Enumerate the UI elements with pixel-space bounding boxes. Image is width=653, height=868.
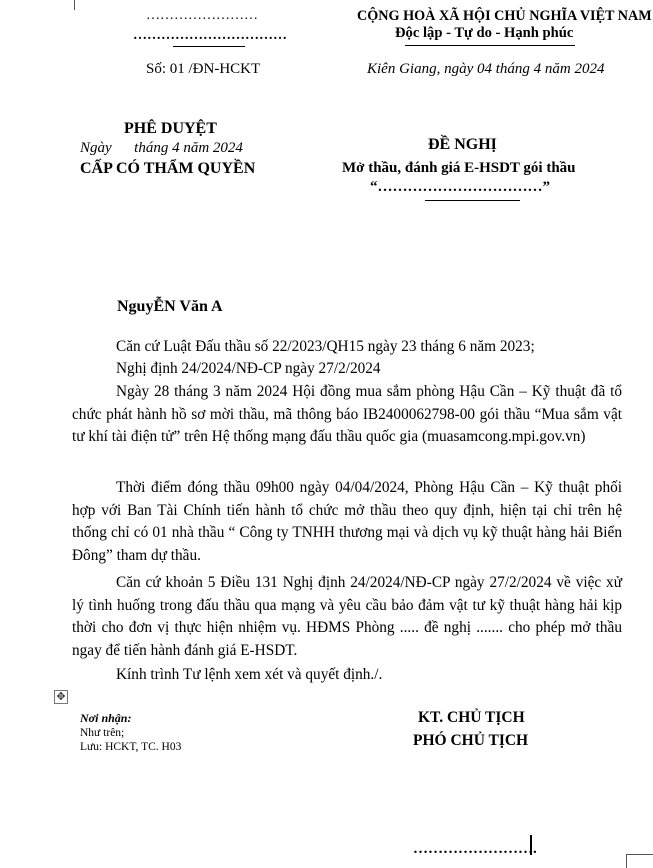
- paragraph-request: [72, 572, 622, 662]
- approval-authority: CẤP CÓ THẨM QUYỀN: [80, 160, 256, 177]
- signature-role-2: PHÓ CHỦ TỊCH: [413, 732, 529, 749]
- paragraph-text: Nghị định 24/2024/NĐ-CP ngày 27/2/2024: [116, 360, 381, 377]
- paragraph-text: Căn cứ khoản 5 Điều 131 Nghị định 24/2024/NĐ-CP ngày 27/2/2024 về việc xử lý tình huống trong đấu thầu qua mạng và yêu cầu bảo đảm vật tư kỹ thuật hàng hải kịp thời cho đơn vị thực hiện nhiệm vụ. HĐMS Phòng ..... đề nghị ....... cho phép mở thầu ngay để tiến hành đánh giá E-HSDT.: [72, 574, 622, 659]
- signer-name-placeholder: …………………….: [413, 841, 537, 857]
- recipients-line-2: Lưu: HCKT, TC. H03: [80, 741, 182, 753]
- paragraph-legal-basis-2: [72, 358, 622, 381]
- org-placeholder-line1: ……………………: [146, 8, 258, 23]
- paragraph-legal-basis-1: [72, 336, 622, 359]
- org-placeholder-line2: ……………………………: [133, 28, 287, 43]
- table-move-handle-icon[interactable]: ✥: [54, 690, 68, 704]
- recipients-line-1: Như trên;: [80, 727, 125, 739]
- motto-underline: [405, 45, 575, 46]
- page-corner-mark-bottom: [626, 854, 627, 868]
- document-number: Số: 01 /ĐN-HCKT: [146, 61, 261, 77]
- paragraph-text: Kính trình Tư lệnh xem xét và quyết định./.: [116, 666, 383, 683]
- proposal-title: ĐỀ NGHỊ: [428, 136, 497, 153]
- place-date: Kiên Giang, ngày 04 tháng 4 năm 2024: [367, 61, 605, 77]
- approval-date: Ngày tháng 4 năm 2024: [80, 140, 243, 156]
- national-title: CỘNG HOÀ XÃ HỘI CHỦ NGHĨA VIỆT NAM: [357, 8, 652, 24]
- paragraph-bid-closing: [72, 477, 622, 567]
- recipients-label: Nơi nhận:: [80, 711, 132, 725]
- person-name: NguyỄN Văn A: [117, 298, 223, 315]
- page-corner-mark-bottom-h: [626, 854, 653, 855]
- proposal-subject: Mở thầu, đánh giá E-HSDT gói thầu: [342, 160, 576, 176]
- paragraph-closing: [72, 664, 622, 687]
- paragraph-invitation: [72, 381, 622, 449]
- package-underline: [425, 200, 520, 201]
- approval-title: PHÊ DUYỆT: [124, 120, 217, 137]
- signature-role-1: KT. CHỦ TỊCH: [418, 709, 525, 726]
- paragraph-text: Căn cứ Luật Đấu thầu số 22/2023/QH15 ngày 23 tháng 6 năm 2023;: [116, 338, 535, 355]
- org-underline: [173, 46, 245, 47]
- national-motto: Độc lập - Tự do - Hạnh phúc: [395, 25, 574, 41]
- package-name-placeholder: “……………………………”: [370, 179, 550, 195]
- text-cursor: [530, 835, 532, 855]
- paragraph-text: Thời điểm đóng thầu 09h00 ngày 04/04/2024, Phòng Hậu Cần – Kỹ thuật phối hợp với Ban Tài Chính tiến hành tổ chức mở thầu theo quy định, hiện tại chỉ trên hệ thống chỉ có 01 nhà thầu “ Công ty TNHH thương mại và dịch vụ kỹ thuật hàng hải Biển Đông” tham dự thầu.: [72, 479, 622, 564]
- page-corner-mark: [74, 0, 75, 10]
- paragraph-text: Ngày 28 tháng 3 năm 2024 Hội đồng mua sắm phòng Hậu Cần – Kỹ thuật đã tổ chức phát hành hồ sơ mời thầu, mã thông báo IB2400062798-00 gói thầu “Mua sắm vật tư khí tài điện tử” trên Hệ thống mạng đấu thầu quốc gia (muasamcong.mpi.gov.vn): [72, 383, 622, 445]
